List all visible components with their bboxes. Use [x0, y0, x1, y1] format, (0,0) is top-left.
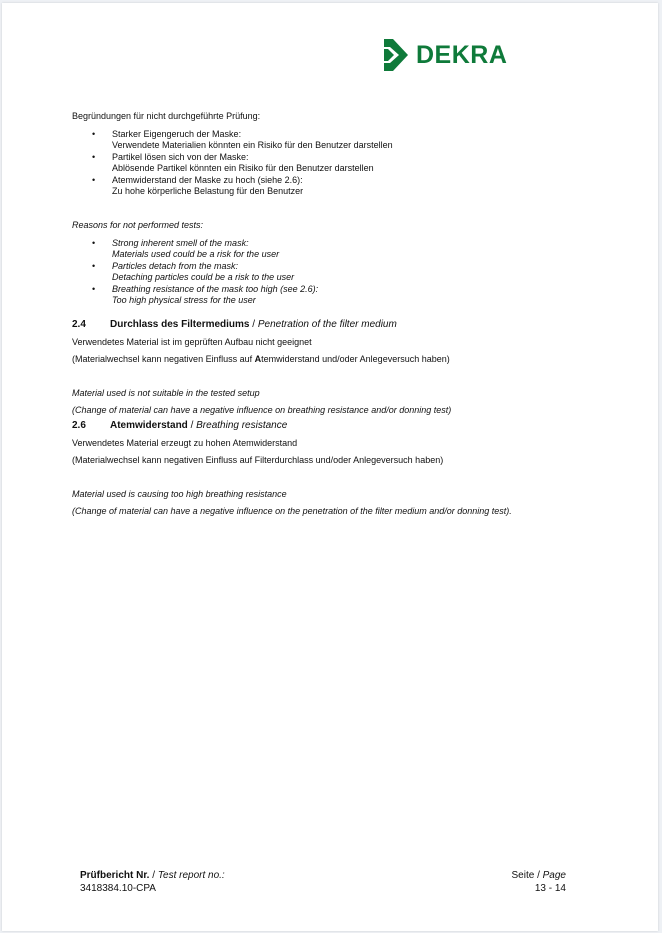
list-item-detail: Verwendete Materialien könnten ein Risiko für den Benutzer darstellen [112, 140, 393, 150]
section-number: 2.6 [72, 420, 86, 431]
list-item [112, 129, 592, 151]
list-item-title: • Starker Eigengeruch der Maske: [112, 129, 242, 139]
report-separator: / [149, 870, 158, 881]
page-label [512, 869, 567, 882]
list-item [112, 152, 592, 174]
list-item-detail: Ablösende Partikel könnten ein Risiko für den Benutzer darstellen [112, 163, 374, 173]
section-2-6-heading [72, 419, 592, 432]
section-2-4-text-de: Verwendetes Material ist im geprüften Aufbau nicht geeignet [72, 337, 312, 347]
list-item [112, 238, 592, 260]
list-item [112, 175, 592, 197]
section-2-6-note-en: (Change of material can have a negative influence on the penetration of the filter medium and/or donning test). [72, 506, 512, 516]
main-content [72, 111, 592, 517]
section-number: 2.4 [72, 319, 86, 330]
list-item-title: • Strong inherent smell of the mask: [112, 238, 249, 248]
list-item-detail: Detaching particles could be a risk to the user [112, 272, 295, 282]
title-separator: / [187, 420, 197, 431]
page-label-en: Page [542, 870, 566, 881]
reasons-en-heading: Reasons for not performed tests: [72, 220, 204, 230]
list-item-title: • Atemwiderstand der Maske zu hoch (siehe 2.6): [112, 175, 303, 185]
list-item-title: • Breathing resistance of the mask too high (see 2.6): [112, 284, 319, 294]
page-separator: / [534, 870, 543, 881]
section-title-de: Durchlass des Filtermediums [110, 319, 250, 330]
reasons-de-heading: Begründungen für nicht durchgeführte Prüfung: [72, 111, 261, 121]
list-item-detail: Materials used could be a risk for the user [112, 249, 280, 259]
dekra-logo [382, 37, 507, 73]
reasons-de-list [72, 129, 592, 197]
section-2-4-heading [72, 318, 592, 331]
note-part: (Materialwechsel kann negativen Einfluss auf [72, 354, 255, 364]
title-separator: / [249, 319, 258, 330]
note-part: temwiderstand und/oder Anlegeversuch haben) [261, 354, 450, 364]
note-bold-part: A [254, 354, 262, 364]
section-2-6-text-en: Material used is causing too high breathing resistance [72, 489, 287, 499]
list-item [112, 284, 592, 306]
section-2-4-note-de [72, 354, 592, 365]
section-2-4-text-en: Material used is not suitable in the tested setup [72, 388, 260, 398]
section-title-de: Atemwiderstand [110, 420, 188, 431]
list-item-title: • Partikel lösen sich von der Maske: [112, 152, 249, 162]
reasons-en-list [72, 238, 592, 306]
footer-page-info [512, 869, 567, 895]
report-number: 3418384.10-CPA [80, 883, 156, 894]
report-label-de: Prüfbericht Nr. [80, 870, 150, 881]
dekra-chevron-icon [382, 37, 410, 73]
list-item-detail: Zu hohe körperliche Belastung für den Benutzer [112, 186, 304, 196]
section-2-4-note-en: (Change of material can have a negative influence on breathing resistance and/or donning test) [72, 405, 452, 415]
section-2-6-note-de: (Materialwechsel kann negativen Einfluss auf Filterdurchlass und/oder Anlegeversuch haben) [72, 455, 444, 465]
section-title-en: Penetration of the filter medium [257, 319, 397, 330]
page-number: 13 - 14 [534, 883, 566, 894]
report-label [80, 869, 225, 882]
section-title-en: Breathing resistance [196, 420, 288, 431]
section-2-6-text-de: Verwendetes Material erzeugt zu hohen Atemwiderstand [72, 438, 298, 448]
logo-text: DEKRA [416, 40, 508, 69]
report-label-en: Test report no.: [157, 870, 225, 881]
page-label-de: Seite [511, 870, 535, 881]
list-item [112, 261, 592, 283]
footer-report-info [80, 869, 225, 895]
list-item-title: • Particles detach from the mask: [112, 261, 239, 271]
list-item-detail: Too high physical stress for the user [112, 295, 256, 305]
document-page [2, 3, 658, 931]
